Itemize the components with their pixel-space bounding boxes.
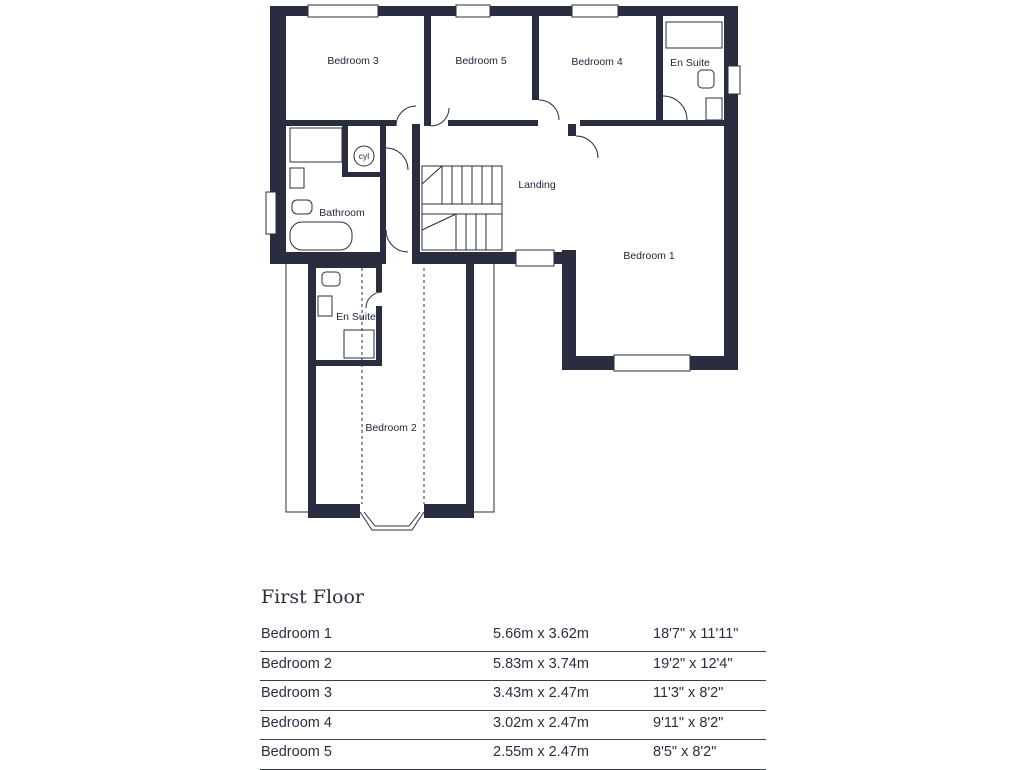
metric-dimensions: 2.55m x 2.47m [493,744,589,760]
room-name: Bedroom 5 [261,744,332,760]
room-labels [319,55,710,434]
label-en-suite-2: En Suite [336,311,376,323]
room-name: Bedroom 1 [261,626,332,642]
metric-dimensions: 3.43m x 2.47m [493,685,589,701]
imperial-dimensions: 8'5" x 8'2" [653,744,717,760]
table-row [260,622,766,652]
label-bedroom-5: Bedroom 5 [455,55,507,67]
label-bedroom-1: Bedroom 1 [623,250,675,262]
label-bathroom: Bathroom [319,207,365,219]
room-name: Bedroom 4 [261,714,332,731]
metric-dimensions: 5.83m x 3.74m [493,655,589,672]
table-row [260,711,766,741]
imperial-dimensions: 18'7" x 11'11" [653,626,739,642]
imperial-dimensions: 11'3" x 8'2" [653,685,724,701]
metric-dimensions: 3.02m x 2.47m [493,714,589,731]
floor-title: First Floor [261,586,364,608]
label-en-suite-1: En Suite [670,57,710,69]
metric-dimensions: 5.66m x 3.62m [493,626,589,642]
table-row [260,681,766,711]
imperial-dimensions: 9'11" x 8'2" [653,714,724,731]
imperial-dimensions: 19'2" x 12'4" [653,655,733,672]
room-name: Bedroom 3 [261,685,332,701]
label-bedroom-4: Bedroom 4 [571,56,623,68]
label-cylinder: cyl [358,151,370,161]
label-bedroom-3: Bedroom 3 [327,55,379,67]
table-row [260,740,766,770]
label-bedroom-2: Bedroom 2 [365,422,417,434]
table-row [260,652,766,682]
room-name: Bedroom 2 [261,655,332,672]
label-landing: Landing [518,179,556,191]
walls [270,6,738,518]
room-dimensions-table [260,622,766,770]
